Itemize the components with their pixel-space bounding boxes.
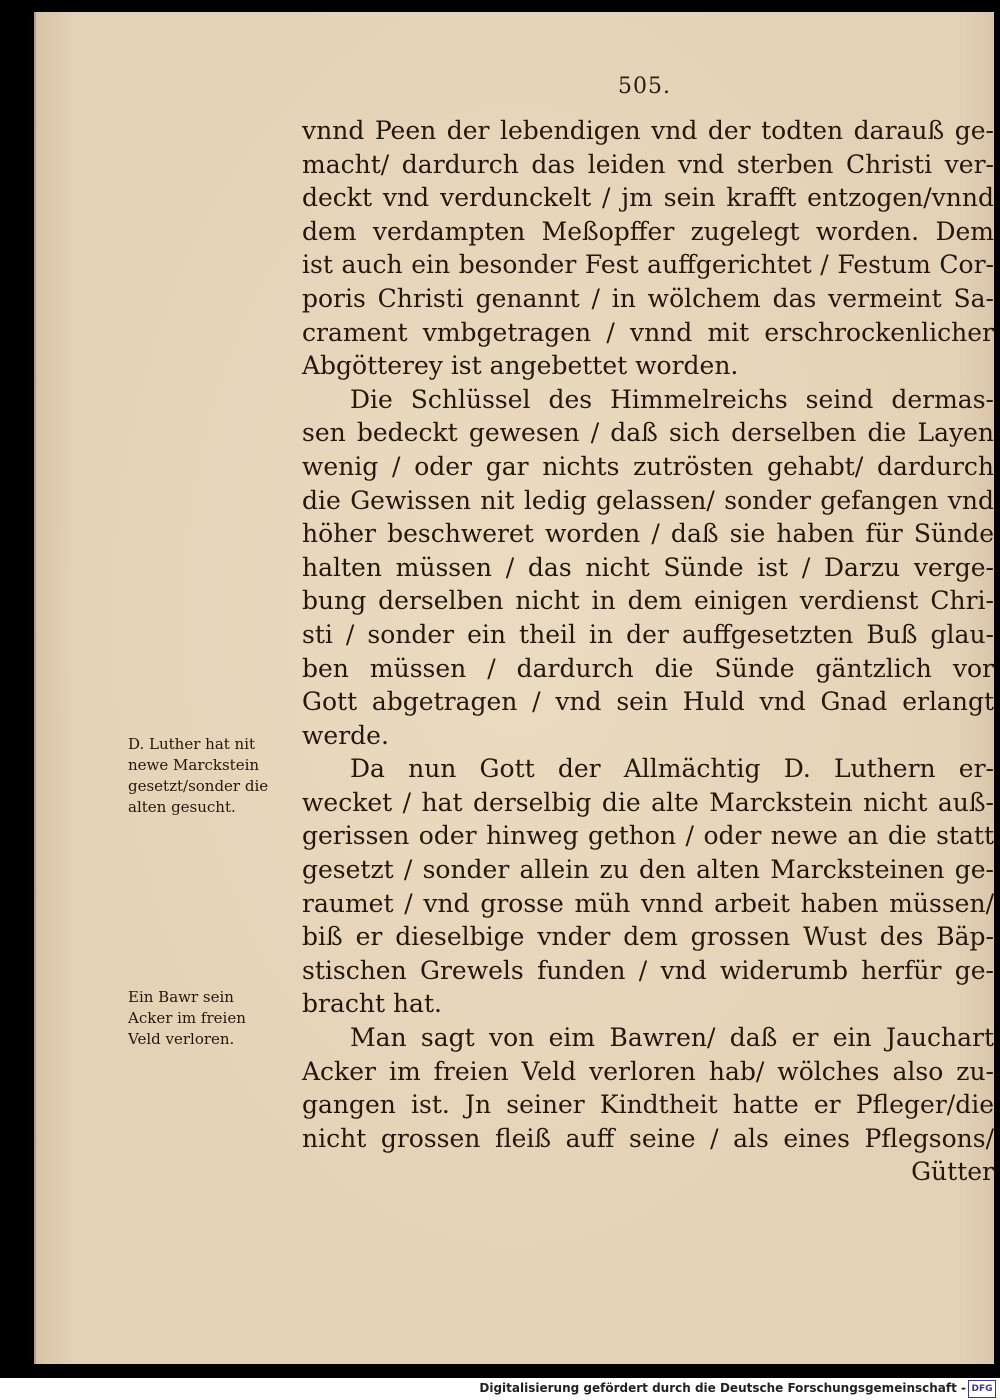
page-number: 505. — [618, 74, 671, 99]
marginal-note-luther — [128, 734, 296, 818]
text-line: ben müssen / dardurch die Sünde gäntzlich vor — [302, 653, 994, 683]
text-line: höher beschweret worden / daß sie haben für Sünde — [302, 519, 994, 549]
text-line: werde. — [302, 720, 389, 750]
catchword: Gütter — [911, 1157, 994, 1187]
text-line: Acker im freien Veld verloren hab/ wölches also zu- — [302, 1056, 994, 1086]
text-line: poris Christi genannt / in wölchem das vermeint Sa- — [302, 283, 994, 313]
marginal-line: Veld verloren. — [128, 1030, 235, 1048]
marginal-line: D. Luther hat nit — [128, 735, 256, 753]
text-line: deckt vnd verdunckelt / jm sein krafft entzogen/vnnd — [302, 183, 994, 213]
text-line: bung derselben nicht in dem einigen verdienst Chri- — [302, 586, 994, 616]
text-line: dem verdampten Meßopffer zugelegt worden. Dem — [302, 216, 994, 246]
marginal-line: gesetzt/sonder die — [128, 777, 269, 795]
text-line: halten müssen / das nicht Sünde ist / Darzu verge- — [302, 552, 994, 582]
text-line: ist auch ein besonder Fest auffgerichtet / Festum Cor- — [302, 250, 994, 280]
paragraph-start-line: Da nun Gott der Allmächtig D. Luthern er- — [350, 754, 994, 784]
marginal-line: alten gesucht. — [128, 798, 236, 816]
text-line: biß er dieselbige vnder dem grossen Wust des Bäp- — [302, 922, 994, 952]
marginal-note-bawr — [128, 987, 296, 1050]
dfg-logo-icon: DFG — [968, 1380, 996, 1398]
text-line: gangen ist. Jn seiner Kindtheit hatte er Pfleger/die — [302, 1090, 994, 1120]
text-line: wenig / oder gar nichts zutrösten gehabt/ dardurch — [302, 451, 994, 481]
paragraph-start-line: Man sagt von eim Bawren/ daß er ein Jauchart — [350, 1023, 994, 1053]
text-line: bracht hat. — [302, 989, 442, 1019]
text-line: gerissen oder hinweg gethon / oder newe an die statt — [302, 821, 994, 851]
text-line: raumet / vnd grosse müh vnnd arbeit haben müssen/ — [302, 888, 994, 918]
main-text-block — [302, 114, 994, 1189]
marginal-line: Ein Bawr sein — [128, 988, 234, 1006]
text-line: gesetzt / sonder allein zu den alten Marcksteinen ge- — [302, 855, 994, 885]
text-line: sen bedeckt gewesen / daß sich derselben die Layen — [302, 418, 994, 448]
text-line: vnnd Peen der lebendigen vnd der todten darauß ge- — [302, 116, 994, 145]
text-line: Gott abgetragen / vnd sein Huld vnd Gnad erlangt — [302, 687, 994, 717]
funding-credit: Digitalisierung gefördert durch die Deutsche Forschungsgemeinschaft - — [479, 1381, 966, 1395]
paragraph-start-line: Die Schlüssel des Himmelreichs seind dermas- — [350, 384, 994, 414]
marginal-line: newe Marckstein — [128, 756, 260, 774]
text-line: wecket / hat derselbig die alte Marckstein nicht auß- — [302, 787, 994, 817]
book-page — [34, 12, 994, 1364]
text-line: nicht grossen fleiß auff seine / als eines Pflegsons/ — [302, 1123, 994, 1153]
text-line: crament vmbgetragen / vnnd mit erschrockenlicher — [302, 317, 994, 347]
text-line: sti / sonder ein theil in der auffgesetzten Buß glau- — [302, 619, 994, 649]
text-line: macht/ dardurch das leiden vnd sterben Christi ver- — [302, 149, 994, 179]
marginal-line: Acker im freien — [128, 1009, 246, 1027]
text-line: die Gewissen nit ledig gelassen/ sonder gefangen vnd — [302, 485, 994, 515]
text-line: stischen Grewels funden / vnd widerumb herfür ge- — [302, 955, 994, 985]
digitization-footer — [0, 1378, 1000, 1400]
text-line: Abgötterey ist angebettet worden. — [302, 351, 739, 381]
